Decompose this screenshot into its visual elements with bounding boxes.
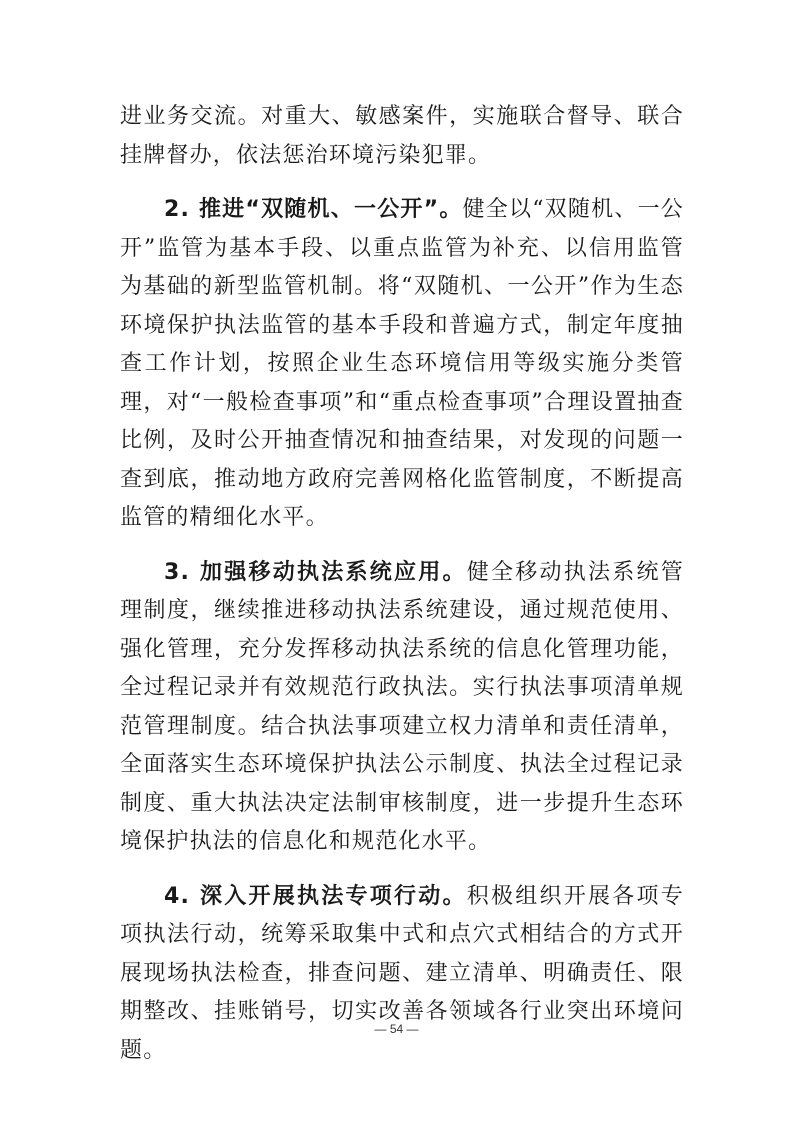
body-text <box>120 98 684 1074</box>
paragraph-intro-continuation <box>120 98 684 175</box>
paragraph-item-4 <box>120 878 684 1071</box>
paragraph-heading: 3. 加强移动执法系统应用。 <box>164 559 467 585</box>
paragraph-body: 健全以“双随机、一公开”监管为基本手段、以重点监管为补充、以信用监管为基础的新型监管机制。将“双随机、一公开”作为生态环境保护执法监管的基本手段和普遍方式，制定年度抽查工作计划，按照企业生态环境信用等级实施分类管理，对“一般检查事项”和“重点检查事项”合理设置抽查比例，及时公开抽查情况和抽查结果，对发现的问题一查到底，推动地方政府完善网格化监管制度，不断提高监管的精细化水平。 <box>120 197 684 530</box>
paragraph-heading: 2. 推进“双随机、一公开”。 <box>164 197 463 222</box>
paragraph-item-2 <box>120 191 684 538</box>
paragraph-heading: 4. 深入开展执法专项行动。 <box>164 883 467 909</box>
page-number: — 54 — <box>374 1022 419 1036</box>
paragraph-body: 积极组织开展各项专项执法行动，统筹采取集中式和点穴式相结合的方式开展现场执法检查，排查问题、建立清单、明确责任、限期整改、挂账销号，切实改善各领域各行业突出环境问题。 <box>120 883 684 1063</box>
paragraph-body: 进业务交流。对重大、敏感案件，实施联合督导、联合挂牌督办，依法惩治环境污染犯罪。 <box>120 104 684 168</box>
paragraph-item-3 <box>120 554 684 862</box>
paragraph-body: 健全移动执法系统管理制度，继续推进移动执法系统建设，通过规范使用、强化管理，充分发挥移动执法系统的信息化管理功能，全过程记录并有效规范行政执法。实行执法事项清单规范管理制度。结合执法事项建立权力清单和责任清单，全面落实生态环境保护执法公示制度、执法全过程记录制度、重大执法决定法制审核制度，进一步提升生态环境保护执法的信息化和规范化水平。 <box>120 559 684 854</box>
